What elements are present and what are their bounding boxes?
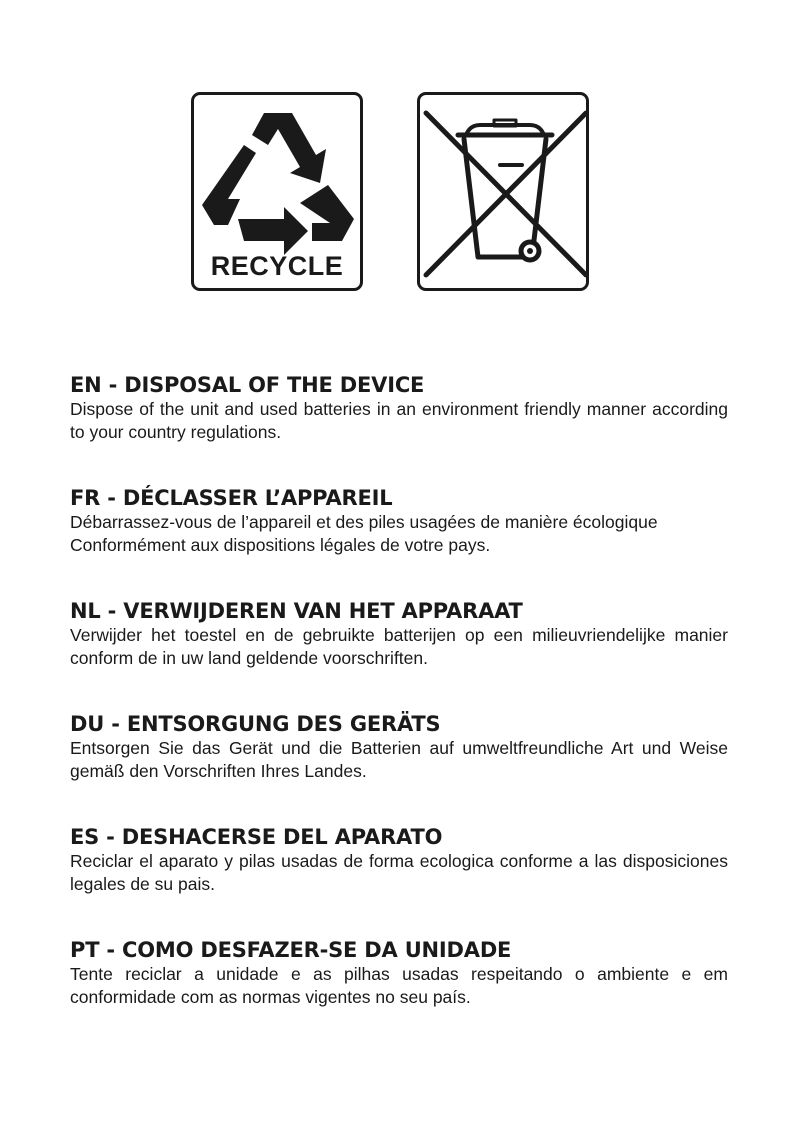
section-nl — [70, 598, 728, 670]
section-fr — [70, 485, 728, 557]
section-body-es: Reciclar el aparato y pilas usadas de forma ecologica conforme a las disposiciones legales de su pais. — [70, 851, 728, 894]
section-body-nl: Verwijder het toestel en de gebruikte batterijen op een milieuvriendelijke manier conform de in uw land geldende voorschriften. — [70, 625, 728, 668]
section-body-pt: Tente reciclar a unidade e as pilhas usadas respeitando o ambiente e em conformidade com as normas vigentes no seu país. — [70, 964, 728, 1007]
section-title-du: DU - ENTSORGUNG DES GERÄTS — [70, 712, 441, 736]
recycle-symbol-box — [191, 92, 363, 291]
section-title-pt: PT - COMO DESFAZER-SE DA UNIDADE — [70, 938, 512, 962]
section-body-en: Dispose of the unit and used batteries in an environment friendly manner according to your country regulations. — [70, 399, 728, 442]
section-body-du: Entsorgen Sie das Gerät und die Batterien auf umweltfreundliche Art und Weise gemäß den Vorschriften Ihres Landes. — [70, 738, 728, 781]
section-du — [70, 711, 728, 783]
section-pt — [70, 937, 728, 1009]
weee-symbol-box — [417, 92, 589, 291]
section-es — [70, 824, 728, 896]
crossed-out-wheelie-bin-icon — [420, 95, 586, 288]
section-title-fr: FR - DÉCLASSER L’APPAREIL — [70, 486, 393, 510]
section-en — [70, 372, 728, 444]
section-title-es: ES - DESHACERSE DEL APARATO — [70, 825, 443, 849]
section-body-fr: Débarrassez-vous de l’appareil et des piles usagées de manière écologique Conformément aux dispositions légales de votre pays. — [70, 512, 658, 555]
section-title-nl: NL - VERWIJDEREN VAN HET APPARAAT — [70, 599, 523, 623]
section-title-en: EN - DISPOSAL OF THE DEVICE — [70, 373, 425, 397]
recycle-label: RECYCLE — [210, 251, 344, 281]
